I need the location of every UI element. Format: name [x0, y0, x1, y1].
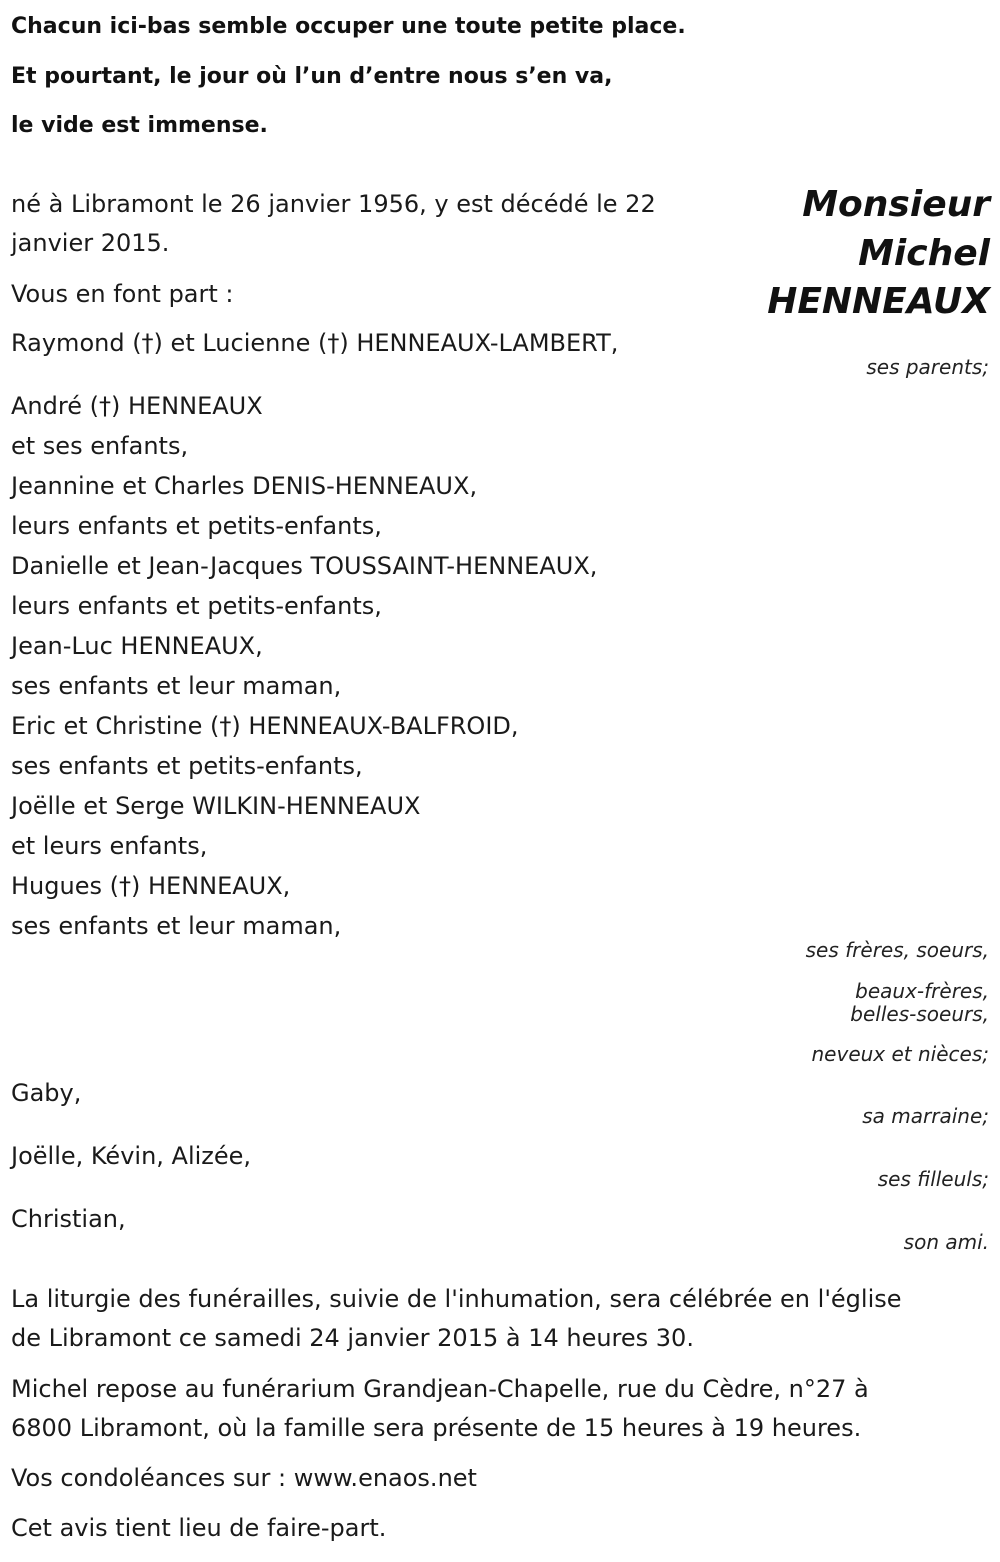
- deceased-title: Monsieur: [802, 184, 990, 225]
- closing-line: Cet avis tient lieu de faire-part.: [11, 1514, 387, 1542]
- sibling-line: Danielle et Jean-Jacques TOUSSAINT-HENNEAUX,: [11, 552, 598, 580]
- sibling-line: Joëlle et Serge WILKIN-HENNEAUX: [11, 792, 421, 820]
- label-friend: son ami.: [903, 1230, 989, 1254]
- label-in-laws-1: beaux-frères,: [855, 979, 989, 1003]
- sibling-line: Hugues (†) HENNEAUX,: [11, 872, 291, 900]
- label-in-laws-2: belles-soeurs,: [850, 1002, 989, 1026]
- rest-line-2: 6800 Libramont, où la famille sera présente de 15 heures à 19 heures.: [11, 1414, 862, 1442]
- sibling-line: et leurs enfants,: [11, 832, 208, 860]
- birth-death-line-2: janvier 2015.: [11, 229, 170, 257]
- sibling-line: leurs enfants et petits-enfants,: [11, 592, 382, 620]
- label-godmother: sa marraine;: [862, 1104, 989, 1128]
- label-godchildren: ses filleuls;: [877, 1167, 989, 1191]
- label-nephews: neveux et nièces;: [811, 1042, 989, 1066]
- godchildren-names: Joëlle, Kévin, Alizée,: [11, 1142, 252, 1170]
- birth-death-line-1: né à Libramont le 26 janvier 1956, y est décédé le 22: [11, 190, 656, 218]
- sibling-line: Eric et Christine (†) HENNEAUX-BALFROID,: [11, 712, 519, 740]
- quote-line-2: Et pourtant, le jour où l’un d’entre nous s’en va,: [11, 64, 613, 89]
- sibling-line: ses enfants et petits-enfants,: [11, 752, 363, 780]
- condolences-line: Vos condoléances sur : www.enaos.net: [11, 1464, 477, 1492]
- liturgy-line-1: La liturgie des funérailles, suivie de l'inhumation, sera célébrée en l'église: [11, 1285, 902, 1313]
- sibling-line: André (†) HENNEAUX: [11, 392, 263, 420]
- sibling-line: Jean-Luc HENNEAUX,: [11, 632, 263, 660]
- announce-text: Vous en font part :: [11, 280, 234, 308]
- rest-line-1: Michel repose au funérarium Grandjean-Chapelle, rue du Cèdre, n°27 à: [11, 1375, 869, 1403]
- label-siblings: ses frères, soeurs,: [805, 938, 989, 962]
- liturgy-line-2: de Libramont ce samedi 24 janvier 2015 à 14 heures 30.: [11, 1324, 694, 1352]
- sibling-line: leurs enfants et petits-enfants,: [11, 512, 382, 540]
- godmother-name: Gaby,: [11, 1079, 82, 1107]
- sibling-line: Jeannine et Charles DENIS-HENNEAUX,: [11, 472, 478, 500]
- parents-line: Raymond (†) et Lucienne (†) HENNEAUX-LAMBERT,: [11, 329, 619, 357]
- label-parents: ses parents;: [866, 355, 989, 379]
- quote-line-3: le vide est immense.: [11, 113, 268, 138]
- sibling-line: ses enfants et leur maman,: [11, 912, 342, 940]
- deceased-last-name: HENNEAUX: [767, 281, 990, 322]
- sibling-line: ses enfants et leur maman,: [11, 672, 342, 700]
- quote-line-1: Chacun ici-bas semble occuper une toute petite place.: [11, 14, 686, 39]
- friend-name: Christian,: [11, 1205, 126, 1233]
- deceased-first-name: Michel: [858, 233, 990, 274]
- sibling-line: et ses enfants,: [11, 432, 189, 460]
